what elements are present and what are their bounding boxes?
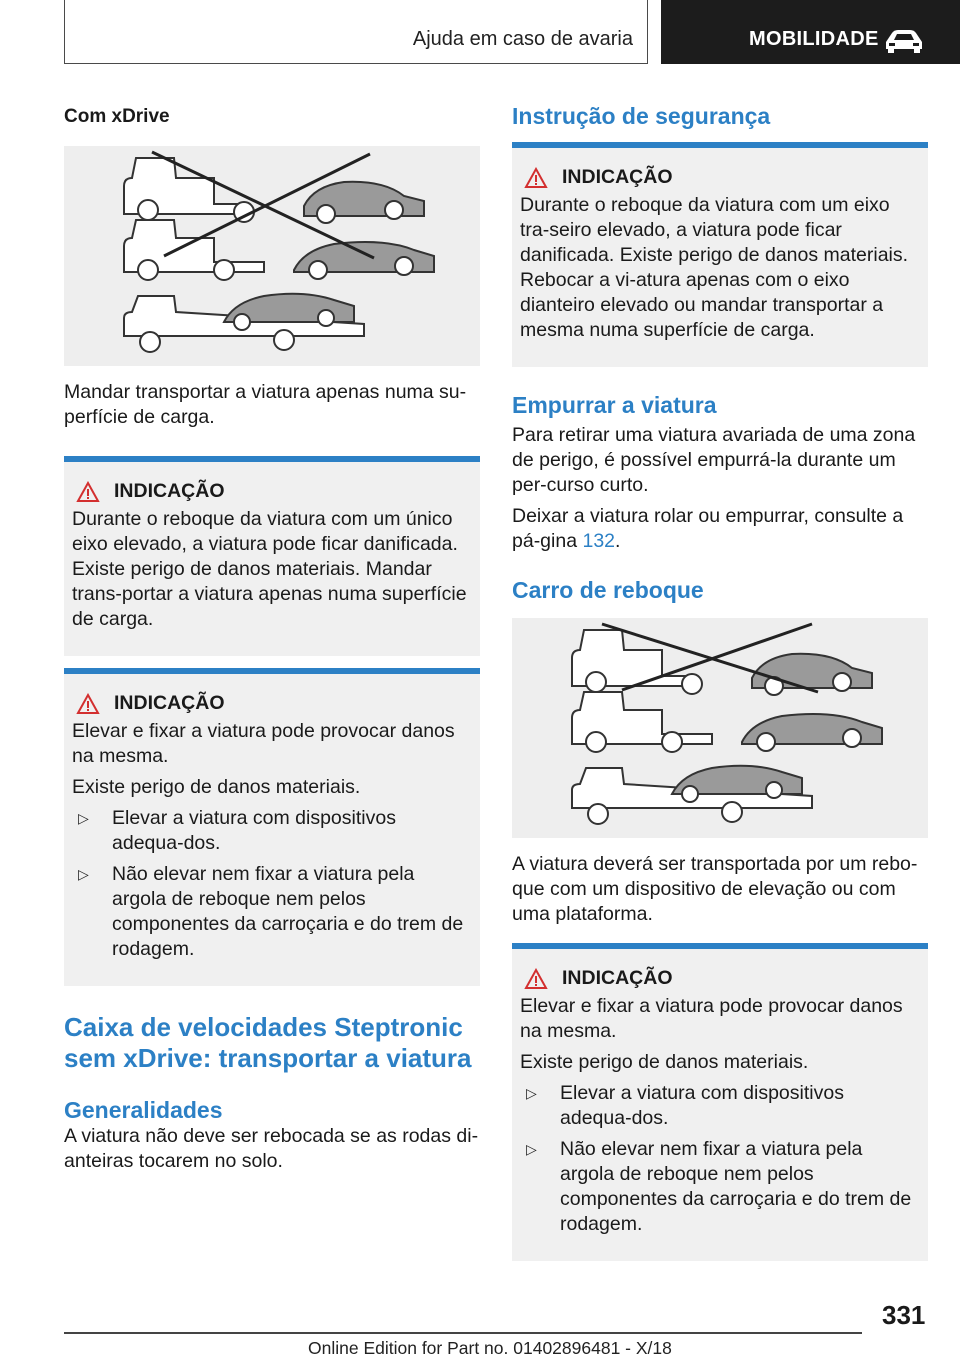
right-column <box>512 102 928 1261</box>
bullet-triangle-icon: ▷ <box>526 1141 537 1157</box>
left-column <box>64 106 480 1174</box>
heading-steptronic: Caixa de velocidades Steptronic sem xDrive: transportar a viatura <box>64 1012 472 1073</box>
list-item <box>520 1137 920 1237</box>
bullet-triangle-icon: ▷ <box>78 866 89 882</box>
warning-text-4b: Existe perigo de danos materiais. <box>520 1051 809 1073</box>
bullet-text: Elevar a viatura com dispositivos adequa-dos. <box>560 1082 844 1129</box>
figure-caption-xdrive: Mandar transportar a viatura apenas numa su-perfície de carga. <box>64 381 467 428</box>
warning-text-2b: Existe perigo de danos materiais. <box>72 776 361 798</box>
list-item <box>520 1081 920 1131</box>
heading-push: Empurrar a viatura <box>512 392 717 418</box>
bullet-text: Elevar a viatura com dispositivos adequa-dos. <box>112 807 396 854</box>
warning-title-label: INDICAÇÃO <box>114 480 225 502</box>
warning-title-label: INDICAÇÃO <box>114 692 225 714</box>
warning-box-2 <box>64 668 480 986</box>
towing-illustration-truck <box>512 618 928 838</box>
warning-title-1 <box>72 480 472 503</box>
push-text-2-lead: Deixar a viatura rolar ou empurrar, consulte a pá-gina <box>512 505 904 552</box>
bullet-text: Não elevar nem fixar a viatura pela argola de reboque nem pelos componentes da carroçaria e do trem de rodagem. <box>112 863 464 960</box>
warning-title-label: INDICAÇÃO <box>562 967 673 989</box>
tow-truck-illustration <box>64 146 480 366</box>
push-text-1: Para retirar uma viatura avariada de uma zona de perigo, é possível empurrá-la durante um per-curso curto. <box>512 424 916 496</box>
push-text-2 <box>512 504 928 554</box>
header-frame <box>64 0 648 64</box>
tow-truck-illustration <box>512 618 928 838</box>
section-tab-label: MOBILIDADE <box>749 28 879 50</box>
warning-box-1 <box>64 456 480 656</box>
warning-title-2 <box>72 692 472 715</box>
push-text-2-tail: . <box>615 530 621 552</box>
footer-edition: Online Edition for Part no. 01402896481 - X/18 <box>308 1338 672 1358</box>
warning-triangle-icon <box>76 693 100 715</box>
warning-title-4 <box>520 967 920 990</box>
warning-box-4 <box>512 943 928 1261</box>
bullet-triangle-icon: ▷ <box>526 1085 537 1101</box>
heading-generalidades: Generalidades <box>64 1097 223 1123</box>
general-text: A viatura não deve ser rebocada se as rodas di-anteiras tocarem no solo. <box>64 1125 479 1172</box>
list-item <box>72 806 472 856</box>
car-icon <box>882 28 926 54</box>
warning-text-3: Durante o reboque da viatura com um eixo tra-seiro elevado, a viatura pode ficar danificada. Existe perigo de danos materiais. Rebocar a vi-atura apenas com o eixo dianteiro elevado ou mandar transportar a mesma numa superfície de carga. <box>520 194 909 341</box>
page-number: 331 <box>882 1300 926 1330</box>
warning-title-3 <box>520 166 920 189</box>
warning-triangle-icon <box>76 481 100 503</box>
heading-safety: Instrução de segurança <box>512 103 771 129</box>
page-link-132[interactable]: 132 <box>582 530 616 552</box>
warning-triangle-icon <box>524 968 548 990</box>
header-section-title: Ajuda em caso de avaria <box>412 28 633 50</box>
warning-title-label: INDICAÇÃO <box>562 166 673 188</box>
bullet-text: Não elevar nem fixar a viatura pela argola de reboque nem pelos componentes da carroçaria e do trem de rodagem. <box>560 1138 912 1235</box>
warning-text-4a: Elevar e fixar a viatura pode provocar danos na mesma. <box>520 995 903 1042</box>
tow-caption: A viatura deverá ser transportada por um rebo-que com um dispositivo de elevação ou com uma plataforma. <box>512 853 918 925</box>
warning-triangle-icon <box>524 167 548 189</box>
warning-text-1: Durante o reboque da viatura com um único eixo elevado, a viatura pode ficar danificada. Existe perigo de danos materiais. Mandar trans-portar a viatura apenas numa superfície de carga. <box>72 508 467 630</box>
warning-box-3 <box>512 142 928 367</box>
warning-text-2a: Elevar e fixar a viatura pode provocar danos na mesma. <box>72 720 455 767</box>
heading-tow-truck: Carro de reboque <box>512 577 704 603</box>
bullet-triangle-icon: ▷ <box>78 810 89 826</box>
list-item <box>72 862 472 962</box>
subheading-xdrive: Com xDrive <box>64 106 170 127</box>
footer-divider <box>64 1332 862 1334</box>
towing-illustration-xdrive <box>64 146 480 366</box>
